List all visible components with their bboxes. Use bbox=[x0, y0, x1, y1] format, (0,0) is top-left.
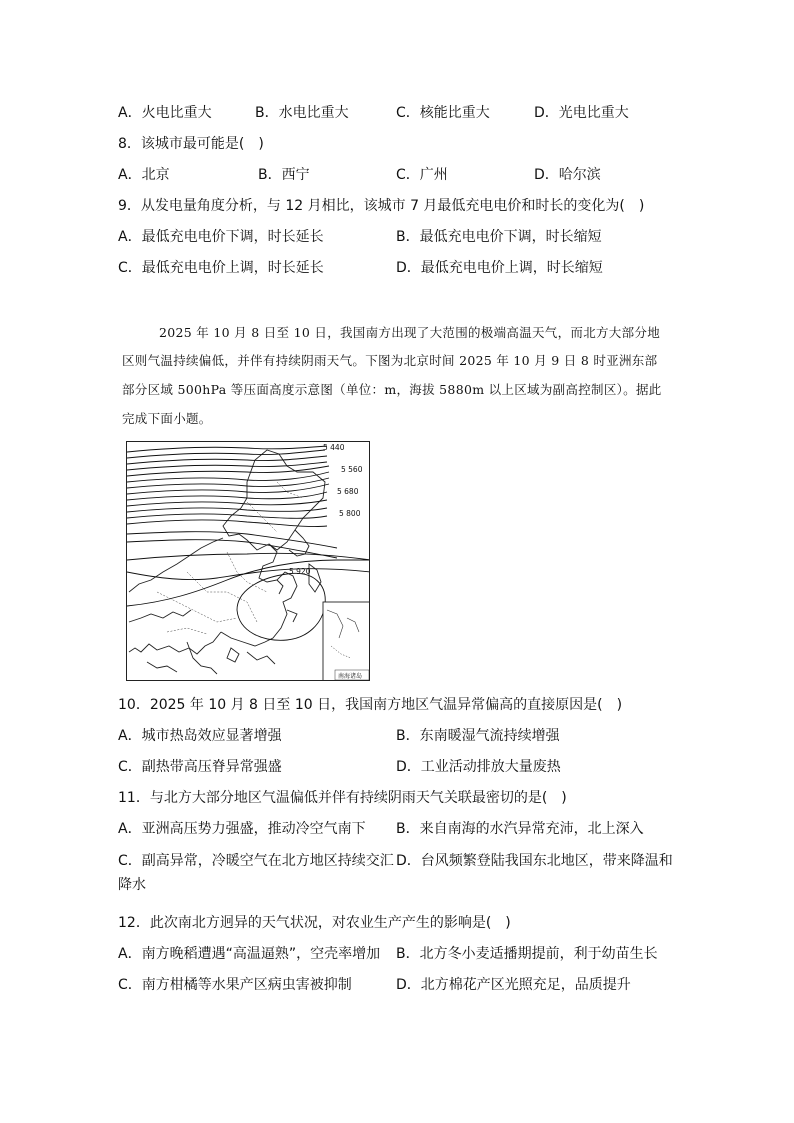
contour-label-5680: 5 680 bbox=[337, 487, 359, 496]
south-china-sea-inset bbox=[323, 602, 370, 681]
isobaric-height-map bbox=[126, 441, 370, 681]
q10-option-b: B．东南暖湿气流持续增强 bbox=[396, 728, 560, 744]
q11-option-d: D．台风频繁登陆我国东北地区，带来降温和 bbox=[396, 853, 673, 869]
q12-option-c: C．南方柑橘等水果产区病虫害被抑制 bbox=[118, 977, 352, 993]
q7-option-a: A．火电比重大 bbox=[118, 105, 212, 121]
passage-line-4: 完成下面小题。 bbox=[122, 411, 212, 426]
q11-option-c: C．副高异常，冷暖空气在北方地区持续交汇 bbox=[118, 853, 394, 869]
passage-line-2: 区则气温持续偏低，并伴有持续阴雨天气。下图为北京时间 2025 年 10 月 9 日 8 时亚洲东部 bbox=[122, 353, 658, 368]
q9-option-c: C．最低充电电价上调，时长延长 bbox=[118, 260, 324, 276]
passage-line-3: 部分区域 500hPa 等压面高度示意图（单位：m，海拔 5880m 以上区域为副高控制区）。据此 bbox=[122, 382, 662, 397]
contour-label-5920: 5 920 bbox=[289, 567, 311, 576]
q9-option-a: A．最低充电电价下调，时长延长 bbox=[118, 229, 324, 245]
q12-stem: 12．此次南北方迥异的天气状况，对农业生产产生的影响是( ) bbox=[118, 915, 511, 931]
q9-option-d: D．最低充电电价上调，时长缩短 bbox=[396, 260, 603, 276]
q7-option-d: D．光电比重大 bbox=[534, 105, 629, 121]
contour-label-5800: 5 800 bbox=[339, 509, 361, 518]
q10-option-c: C．副热带高压脊异常强盛 bbox=[118, 759, 282, 775]
q8-option-d: D．哈尔滨 bbox=[534, 167, 601, 183]
inset-label: 南海诸岛 bbox=[338, 673, 363, 680]
q11-option-d-continued: 降水 bbox=[118, 877, 146, 893]
q7-option-c: C．核能比重大 bbox=[396, 105, 490, 121]
q12-option-b: B．北方冬小麦适播期提前，利于幼苗生长 bbox=[396, 946, 658, 962]
contour-label-5560: 5 560 bbox=[341, 465, 363, 474]
q8-option-b: B．西宁 bbox=[258, 167, 310, 183]
map-svg bbox=[127, 442, 370, 681]
q10-stem: 10．2025 年 10 月 8 日至 10 日，我国南方地区气温异常偏高的直接原因是( ) bbox=[118, 697, 623, 713]
q9-option-b: B．最低充电电价下调，时长缩短 bbox=[396, 229, 602, 245]
q11-option-b: B．来自南海的水汽异常充沛，北上深入 bbox=[396, 821, 644, 837]
q7-option-b: B．水电比重大 bbox=[255, 105, 349, 121]
q11-stem: 11．与北方大部分地区气温偏低并伴有持续阴雨天气关联最密切的是( ) bbox=[118, 790, 567, 806]
q11-option-a: A．亚洲高压势力强盛，推动冷空气南下 bbox=[118, 821, 366, 837]
q10-option-d: D．工业活动排放大量废热 bbox=[396, 759, 561, 775]
q8-option-a: A．北京 bbox=[118, 167, 170, 183]
q10-option-a: A．城市热岛效应显著增强 bbox=[118, 728, 282, 744]
q8-stem: 8．该城市最可能是( ) bbox=[118, 136, 264, 152]
q9-stem: 9．从发电量角度分析，与 12 月相比，该城市 7 月最低充电电价和时长的变化为( ) bbox=[118, 198, 645, 214]
q8-option-c: C．广州 bbox=[396, 167, 448, 183]
passage-line-1: 2025 年 10 月 8 日至 10 日，我国南方出现了大范围的极端高温天气，而北方大部分地 bbox=[159, 325, 660, 340]
q12-option-d: D．北方棉花产区光照充足，品质提升 bbox=[396, 977, 631, 993]
q12-option-a: A．南方晚稻遭遇“高温逼熟”，空壳率增加 bbox=[118, 946, 381, 962]
contour-label-5440: 5 440 bbox=[323, 443, 345, 452]
